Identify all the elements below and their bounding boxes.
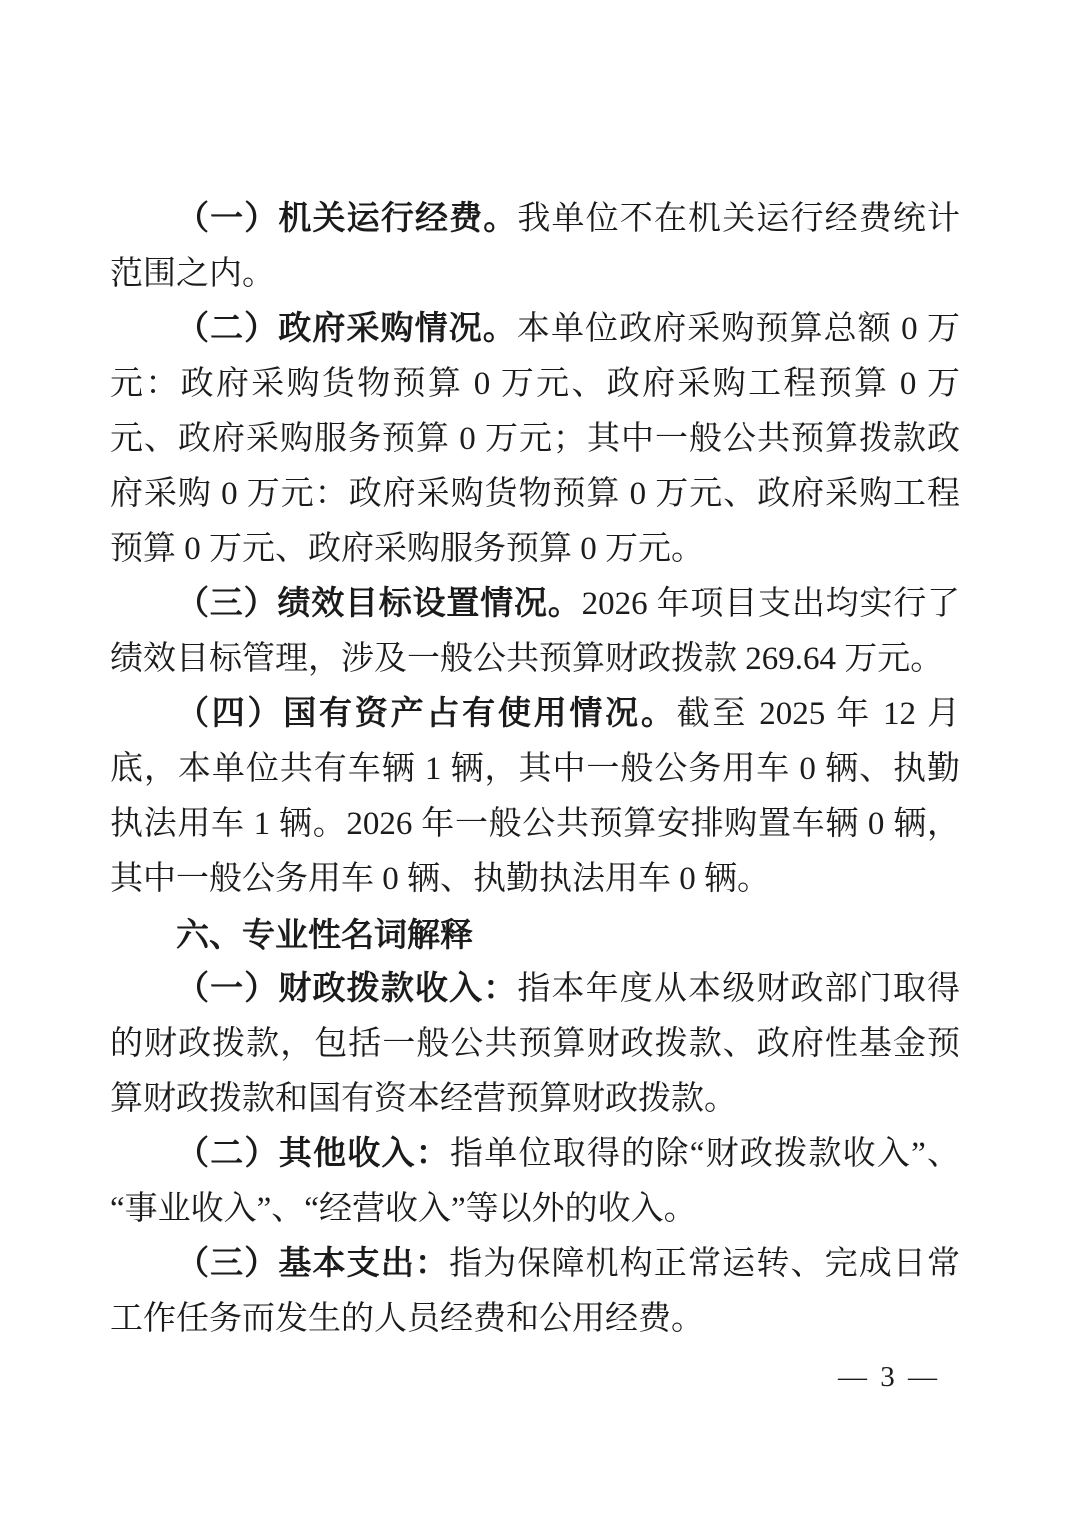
page-content [110,192,960,1347]
para-agency-operating-funds-lead: （一）机关运行经费。 [176,201,518,237]
para-state-owned-assets-lead: （四）国有资产占有使用情况。 [176,696,677,732]
def-basic-expenditure-lead: （三）基本支出： [176,1246,450,1282]
def-fiscal-appropriation-income-text: 指本年度从本级财政部门取得的财政拨款，包括一般公共预算财政拨款、政府性基金预算财政拨款和国有资本经营预算财政拨款。 [110,971,961,1117]
def-basic-expenditure-text: 指为保障机构正常运转、完成日常工作任务而发生的人员经费和公用经费。 [110,1246,961,1337]
def-basic-expenditure [110,1237,960,1347]
para-performance-targets [110,577,960,687]
section-heading-term-definitions: 六、专业性名词解释 [176,916,473,953]
para-gov-procurement-text: 本单位政府采购预算总额 0 万元：政府采购货物预算 0 万元、政府采购工程预算 0 万元、政府采购服务预算 0 万元；其中一般公共预算拨款政府采购 0 万元：政府采购货物预算 0 万元、政府采购工程预算 0 万元、政府采购服务预算 0 万元。 [110,311,961,567]
para-state-owned-assets [110,687,960,907]
para-performance-targets-lead: （三）绩效目标设置情况。 [176,586,582,622]
def-other-income [110,1127,960,1237]
page-number: — 3 — [838,1361,940,1393]
para-performance-targets-text: 2026 年项目支出均实行了绩效目标管理，涉及一般公共预算财政拨款 269.64 万元。 [110,586,961,677]
def-other-income-text: 指单位取得的除“财政拨款收入”、“事业收入”、“经营收入”等以外的收入。 [110,1136,960,1227]
def-other-income-lead: （二）其他收入： [176,1136,450,1172]
para-gov-procurement-lead: （二）政府采购情况。 [176,311,517,347]
para-state-owned-assets-text: 截至 2025 年 12 月底，本单位共有车辆 1 辆，其中一般公务用车 0 辆、执勤执法用车 1 辆。2026 年一般公共预算安排购置车辆 0 辆，其中一般公务用车 0 辆、执勤执法用车 0 辆。 [110,696,961,897]
def-fiscal-appropriation-income-lead: （一）财政拨款收入： [176,971,518,1007]
para-gov-procurement [110,302,960,577]
def-fiscal-appropriation-income [110,962,960,1127]
para-agency-operating-funds-text: 我单位不在机关运行经费统计范围之内。 [110,201,961,292]
para-agency-operating-funds [110,192,960,302]
